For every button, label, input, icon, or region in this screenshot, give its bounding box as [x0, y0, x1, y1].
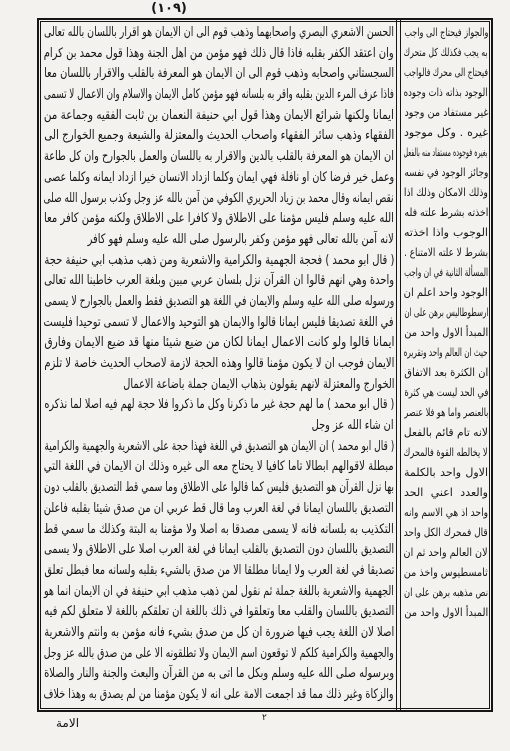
- margin-text-line: [404, 343, 488, 363]
- main-text-line: [44, 230, 394, 251]
- main-text-line: [44, 395, 394, 416]
- margin-text-line-text: لان العالم واحد ثم ان: [404, 546, 488, 559]
- margin-text-line-text: والعدد اعني الحد: [404, 486, 488, 499]
- margin-text-line: [404, 243, 488, 263]
- margin-text-line-text: المبدأ الاول واحد من: [404, 326, 488, 339]
- margin-text-line: [404, 83, 488, 103]
- main-text-line-text: السجستاني واصحابه وذهب قوم الى ان الايمان هو المعرفة بالقلب والاقرار باللسان معا: [44, 66, 394, 82]
- margin-text-line-text: الوجوب واذا اخذته: [404, 226, 488, 239]
- main-text-line-text: الله عليه وسلم فليس مؤمنا على الاطلاق ولا كافرا على الاطلاق ولكنه مؤمن كافر معا: [44, 211, 394, 227]
- margin-text-line: [404, 23, 488, 43]
- margin-text-line: [404, 43, 488, 63]
- main-text-line: [44, 106, 394, 127]
- margin-commentary-column: [404, 23, 488, 623]
- margin-text-line-text: فيحتاج الى محرك فالواجب: [404, 66, 488, 79]
- main-text-line-text: ايمانا قالوا ولو كانت الاعمال ايمانا لكان من ضيع شيئا منها قد ضيع الايمان وفارق: [44, 335, 394, 351]
- margin-text-line-text: بغيره فوجوده مستفاد منه بالفعل: [404, 146, 488, 159]
- main-text-line-text: ( قال ابو محمد ) ما لهم حجة غير ما ذكرنا وكل ما ذكروا فلا حجة لهم فيه اصلا لما نذكره: [44, 397, 394, 413]
- main-text-line-text: ورسوله صلى الله عليه وسلم والايمان في اللغة هو التصديق فقط والعمل بالجوارح لا يسمى: [44, 293, 394, 309]
- main-text-line-text: الخوارج والمعتزلة لانهم يقولون بذهاب الايمان جملة باضاعة الاعمال: [122, 376, 394, 392]
- margin-text-line: [404, 463, 488, 483]
- main-text-line: [44, 271, 394, 292]
- margin-text-line-text: الوجود بذاته ذات وجوده: [404, 86, 488, 99]
- margin-text-line-text: حيث ان العالم واحد وتقريره: [404, 346, 488, 359]
- main-text-line: [44, 561, 394, 582]
- main-text-line-text: التصديق باللسان والقلب معا وتعلقوا في ذلك باللغة ان تعلقكم باللغة لا متعلق لكم فيه: [44, 604, 394, 620]
- main-text-line: [44, 168, 394, 189]
- margin-text-line: [404, 403, 488, 423]
- margin-text-line-text: واحد اذ هي الاسم وانه: [404, 506, 488, 519]
- margin-text-line: [404, 183, 488, 203]
- main-text-line-text: ( قال ابو محمد ) ان الايمان هو التصديق في اللغة فهذا حجة على الاشعرية والجهمية والكرامية: [44, 438, 394, 454]
- main-text-line-text: لانه آمن بالله تعالى فهو مؤمن وكفر بالرسول صلى الله عليه وسلم فهو كافر: [87, 231, 394, 247]
- margin-text-line: [404, 103, 488, 123]
- margin-text-line: [404, 423, 488, 443]
- margin-text-line: [404, 523, 488, 543]
- main-text-line: [44, 354, 394, 375]
- main-text-line-text: وعمل خير فرضا كان او نافلة فهي ايمان وكلما ازداد الانسان خيرا ازداد ايمانه وكلما عصى: [44, 169, 394, 185]
- margin-text-line-text: غيره . وكل موجود: [404, 126, 488, 139]
- catchword: الامة: [56, 716, 80, 730]
- main-text-line-text: مبطلة لاقوالهم ابطالا تاما كافيا لا يحتاج معه الى غيره وذلك ان الايمان في اللغة التي: [44, 459, 394, 475]
- main-text-line-text: ( قال ابو محمد ) فحجة الجهمية والكرامية والاشعرية ومن ذهب مذهب ابي حنيفة حجة: [44, 252, 394, 268]
- main-text-line-text: تصديقا في لغة العرب ولا ايمانا مطلقا الا من صدق بالشيء بقلبه ولسانه معا فبطل تعلق: [44, 562, 394, 578]
- main-text-line-text: الفقهاء وذهب سائر الفقهاء واصحاب الحديث والمعتزلة والشيعة وجميع الخوارج الى: [44, 128, 394, 144]
- main-text-line: [44, 189, 394, 210]
- margin-text-line: [404, 383, 488, 403]
- main-text-line-text: في اللغة تصديقا فليس ايمانا قالوا والايمان هو التوحيد والاعمال لا تسمى توحيدا فليست: [44, 314, 394, 330]
- text-frame: [37, 18, 493, 712]
- main-text-line-text: واحدة وهي انهم قالوا ان القرآن نزل بلسان عربي مبين وبلغة العرب خاطبنا الله تعالى: [44, 273, 394, 289]
- margin-text-line-text: قال فمحرك الكل واحد: [404, 526, 488, 539]
- main-text-line: [44, 685, 394, 706]
- margin-text-line: [404, 603, 488, 623]
- margin-text-line-text: لانه تام قائم بالفعل: [404, 426, 488, 439]
- main-text-line: [44, 251, 394, 272]
- main-text-line: [44, 44, 394, 65]
- margin-text-line: [404, 563, 488, 583]
- margin-text-line: [404, 323, 488, 343]
- main-text-line-text: وبرسوله صلى الله عليه وسلم وبكل ما اتى به من القرآن والبعث والجنة والنار والصلاة: [44, 666, 394, 682]
- margin-text-line-text: ارسطوطاليس برهن على ان: [404, 306, 488, 319]
- main-text-line-text: الجهمية والاشعرية باللغة جملة ثم نقول لمن ذهب مذهب ابي حنيفة في ان الايمان انما هو: [44, 583, 394, 599]
- margin-text-line-text: المبدأ الاول واحد من: [404, 606, 488, 619]
- main-text-line-text: ان شاء الله عز وجل: [312, 418, 394, 434]
- main-text-line-text: ايمانا ولكنها شرائع الايمان وهذا قول ابي حنيفة النعمان بن ثابت الفقيه وجماعة من: [44, 107, 394, 123]
- margin-text-line: [404, 223, 488, 243]
- main-text-line-text: والجهمية والكرامية كلكم لا توقعون اسم الايمان ولا تطلقونه الا على من صدق بالله عز وجل: [44, 645, 394, 661]
- main-text-line: [44, 209, 394, 230]
- margin-text-line: [404, 263, 488, 283]
- margin-text-line: [404, 63, 488, 83]
- main-text-line: [44, 292, 394, 313]
- main-text-line: [44, 23, 394, 44]
- margin-text-line-text: والجواز فيحتاج الى واجب: [404, 26, 488, 39]
- main-text-line: [44, 416, 394, 437]
- main-text-line: [44, 602, 394, 623]
- margin-text-line-text: غير مستفاد من وجود: [404, 106, 488, 119]
- main-text-line: [44, 64, 394, 85]
- margin-text-line: [404, 483, 488, 503]
- main-text-line: [44, 313, 394, 334]
- margin-text-line: [404, 203, 488, 223]
- main-text-line: [44, 644, 394, 665]
- main-text-line: [44, 478, 394, 499]
- margin-text-line-text: ان الكثرة بعد الاتفاق: [404, 366, 488, 379]
- margin-text-line-text: وذلك الامكان وذلك اذا: [404, 186, 488, 199]
- main-text-line-text: وان اعتقد الكفر بقلبه فاذا قال ذلك فهو مؤمن من اهل الجنة وهذا قول محمد بن كرام: [44, 45, 394, 61]
- page-number: (١٠٩): [151, 1, 187, 16]
- main-text-line: [44, 623, 394, 644]
- main-text-line: [44, 375, 394, 396]
- margin-text-line: [404, 163, 488, 183]
- margin-text-line: [404, 543, 488, 563]
- main-text-line-text: الايمان فوجب ان لا يكون مؤمنا قالوا وهذه الحجة لازمة لاصحاب الحديث خاصة لا تلزم: [44, 356, 394, 371]
- main-text-line-text: الحسن الاشعري البصري واصحابهما وذهب قوم الى ان الايمان هو اقرار باللسان بالله تعالى: [44, 25, 394, 40]
- margin-text-line-text: نص مذهبه برهن على ان: [404, 586, 488, 599]
- main-text-line: [44, 85, 394, 106]
- margin-text-line-text: بشرط لا علته الامتناع .: [404, 246, 488, 259]
- margin-text-line-text: الاول واحد بالكلمة: [404, 466, 488, 479]
- margin-text-line-text: لا يخالطه القوة فالمحرك: [404, 446, 488, 459]
- margin-text-line-text: اخذته بشرط علته فله: [404, 206, 488, 219]
- margin-text-line-text: به يجب فكذلك كل متحرك: [404, 46, 488, 59]
- margin-text-line: [404, 143, 488, 163]
- main-text-column: [44, 23, 394, 707]
- main-text-line: [44, 499, 394, 520]
- margin-text-line-text: بالعنصر واما هو فلا عنصر: [404, 406, 488, 419]
- margin-text-line: [404, 503, 488, 523]
- margin-text-line-text: الوجود واحد اعلم ان: [404, 286, 488, 299]
- margin-text-line: [404, 363, 488, 383]
- main-text-line: [44, 540, 394, 561]
- margin-text-line: [404, 443, 488, 463]
- main-text-line: [44, 437, 394, 458]
- main-text-line-text: ان الايمان هو المعرفة بالقلب بالدين والاقرار به باللسان والعمل بالجوارح وان كل طاعة: [44, 149, 394, 165]
- main-text-line: [44, 520, 394, 541]
- margin-text-line-text: في الحد ليست هي كثرة: [404, 386, 488, 399]
- margin-text-line: [404, 123, 488, 143]
- margin-text-line: [404, 303, 488, 323]
- main-text-line: [44, 582, 394, 603]
- main-text-line: [44, 333, 394, 354]
- main-text-line-text: نقص ايمانه وقال محمد بن زياد الحريري الكوفي من آمن بالله عز وجل وكذب برسول الله صلى: [44, 190, 394, 206]
- main-text-line-text: بها نزل القرآن هو التصديق فليس كما قالوا على الاطلاق وما سمي قط التصديق بالقلب دون: [44, 480, 394, 496]
- main-text-line-text: فاذا عرف المرء الدين بقلبه واقر به بلسانه فهو مؤمن كامل الايمان والاسلام وان الاعمال لا تسمى: [44, 87, 394, 103]
- main-text-line-text: اصلا لان اللغة يجب فيها ضرورة ان كل من صدق بشيء فانه مؤمن به وانتم والاشعرية: [44, 624, 394, 640]
- margin-text-line-text: المسألة الثانية في ان واجب: [404, 266, 488, 279]
- margin-text-line-text: وجائز الوجود في نفسه: [404, 166, 488, 179]
- main-text-line: [44, 457, 394, 478]
- main-text-line-text: التصديق باللسان ايمانا في لغة العرب وما قال قط عربي ان من صدق شيئا بقلبه فاعلن: [44, 500, 394, 516]
- main-text-line-text: التكذيب به بلسانه فانه لا يسمى مصدقا به اصلا ولا مؤمنا به البتة وكذلك ما سمي قط: [44, 521, 394, 537]
- signature-mark: ٢: [262, 713, 267, 723]
- main-text-line-text: التصديق باللسان دون التصديق بالقلب ايمانا في لغة العرب اصلا على الاطلاق ولا يسمى: [44, 542, 394, 558]
- main-text-line-text: والزكاة وغير ذلك مما قد اجمعت الامة على انه لا يكون مؤمنا من لم يصدق به وهذا خلاف: [44, 687, 394, 702]
- margin-text-line-text: ثامسطيوس واخذ من: [404, 566, 488, 579]
- margin-text-line: [404, 583, 488, 603]
- main-text-line: [44, 664, 394, 685]
- margin-text-line: [404, 283, 488, 303]
